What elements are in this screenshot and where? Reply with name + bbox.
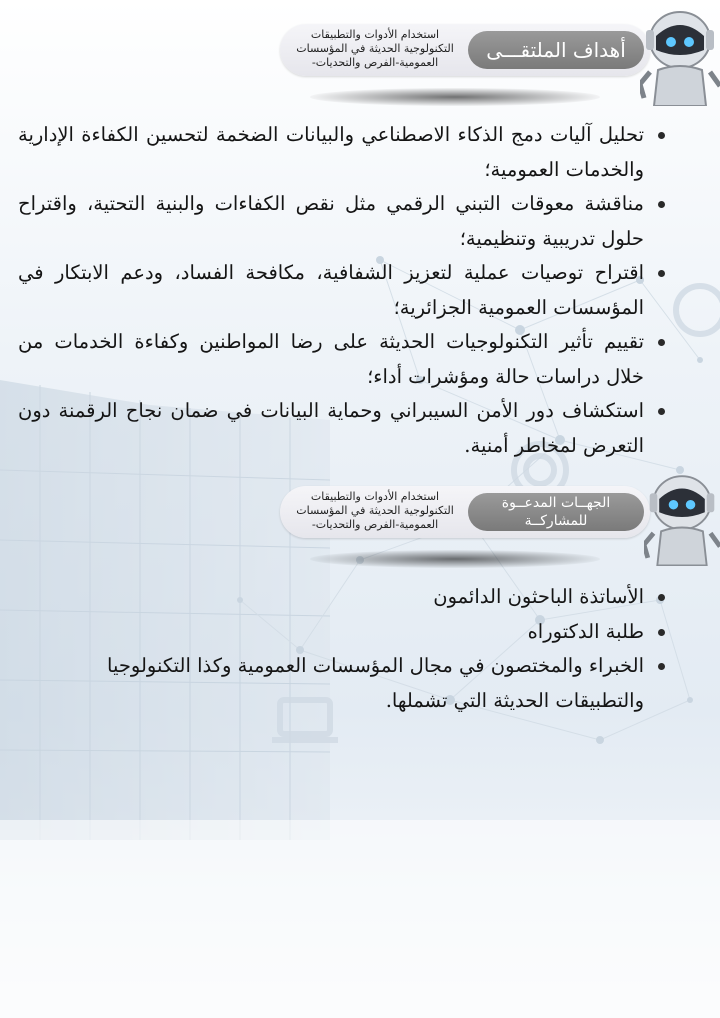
invited-heading: الجهــات المدعــوة للمشاركــة <box>468 493 644 531</box>
objectives-list <box>18 118 688 463</box>
invited-banner <box>280 486 660 576</box>
list-item: استكشاف دور الأمن السيبراني وحماية البيانات في ضمان نجاح الرقمنة دون التعرض لمخاطر أمنية. <box>18 394 688 463</box>
robot-icon <box>644 470 720 566</box>
banner-subtitle: استخدام الأدوات والتطبيقات التكنولوجية الحديثة في المؤسسات العمومية-الفرص والتحديات- <box>296 490 454 531</box>
list-item: اقتراح توصيات عملية لتعزيز الشفافية، مكافحة الفساد، ودعم الابتكار في المؤسسات العمومية الجزائرية؛ <box>18 256 688 325</box>
list-item: مناقشة معوقات التبني الرقمي مثل نقص الكفاءات والبنية التحتية، واقتراح حلول تدريبية وتنظيمية؛ <box>18 187 688 256</box>
objectives-banner-pill <box>280 24 650 76</box>
list-item: تحليل آليات دمج الذكاء الاصطناعي والبيانات الضخمة لتحسين الكفاءة الإدارية والخدمات العمومية؛ <box>18 118 688 187</box>
list-item: الأساتذة الباحثون الدائمون <box>18 580 688 615</box>
invited-list <box>18 580 688 718</box>
list-item: الخبراء والمختصون في مجال المؤسسات العمومية وكذا التكنولوجيا والتطبيقات الحديثة التي تشملها. <box>18 649 688 718</box>
objectives-banner <box>280 24 660 114</box>
banner-subtitle: استخدام الأدوات والتطبيقات التكنولوجية الحديثة في المؤسسات العمومية-الفرص والتحديات- <box>296 28 454 69</box>
robot-icon <box>640 6 720 106</box>
objectives-heading: أهداف الملتقـــى <box>468 31 644 69</box>
list-item: طلبة الدكتوراه <box>18 615 688 650</box>
invited-banner-pill <box>280 486 650 538</box>
list-item: تقييم تأثير التكنولوجيات الحديثة على رضا المواطنين وكفاءة الخدمات من خلال دراسات حالة ومؤشرات أداء؛ <box>18 325 688 394</box>
